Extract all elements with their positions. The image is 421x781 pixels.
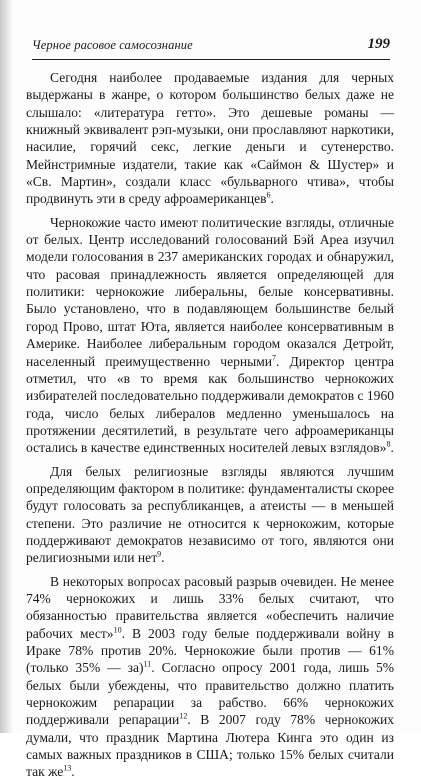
footnote-ref: 6 xyxy=(266,190,271,200)
running-head: Черное расовое самосознание xyxy=(32,38,193,52)
paragraph-3: Для белых религиозные взгляды являются лучшим определяющим фактором в политике: фундаменталисты скорее будут голосовать за республиканцев, а атеисты — в меньшей степени. Это различие не относится к чернокожим, которые поддерживают демократов независимо от того, являются они религиозными или нет$^9$. xyxy=(26,463,394,566)
body-text xyxy=(26,69,394,781)
paragraph-4: В некоторых вопросах расовый разрыв очевиден. Не менее 74% чернокожих и лишь 33% белых считают, что обязанностью правительства является «обеспечить наличие рабочих мест»$^{10}$. В 2003 году белые поддерживали войну в Ираке 78% против 20%. Чернокожие были против — 61% (только 35% — за)$^{11}$. Согласно опросу 2001 года, лишь 5% белых были убеждены, что правительство должно платить чернокожим репарации за рабство. 66% чернокожих поддерживали репарации$^{12}$. В 2007 году 78% чернокожих думали, что праздник Мартина Лютера Кинга это один из самых важных праздников в США; только 15% белых считали так $же^{13}$. xyxy=(26,573,395,780)
page-header xyxy=(32,38,390,56)
footnote-ref: 7 xyxy=(272,352,277,362)
footnote-ref: 9 xyxy=(157,549,162,559)
paragraph-1: Сегодня наиболее продаваемые издания для черных выдержаны в жанре, о котором большинство белых даже не слышало: «литература гетто». Это дешевые романы — книжный эквивалент рэп-музыки, они прославляют наркотики, насилие, горячий секс, легкие деньги и сутенерство. Мейнстримные издатели, такие как «Саймон & Шустер» и «Св. Мартин», создали класс «бульварного чтива», чтобы продвинуть эти в среду афроамериканцев$^6$. xyxy=(26,70,394,207)
footnote-ref: 8 xyxy=(386,439,391,449)
paragraph-2: Чернокожие часто имеют политические взгляды, отличные от белых. Центр исследований голосований Бэй Ареа изучил модели голосования в 237 американских городах и обнаружил, что расовая принадлежность является определяющей для политики: чернокожие либеральны, белые консервативны. Было установлено, что в подавляющем большинстве белый город Прово, штат Юта, является наиболее консервативным в Америке. Наиболее либеральным городом оказался Детройт, населенный преимущественно черными$^7$. Директор центра отметил, что «в то время как большинство чернокожих избирателей последовательно поддерживали демократов с 1960 года, число белых либералов медленно уменьшалось на протяжении десятилетий, в результате чего афроамериканцы остались в качестве единственных носителей левых взглядов»$^8$. xyxy=(26,214,394,456)
footnote-ref: 10 xyxy=(113,625,122,635)
binding-shadow xyxy=(0,0,14,733)
footnote-ref: 11 xyxy=(143,659,152,669)
footnote-ref: 13 xyxy=(63,763,72,773)
header-rule xyxy=(32,59,390,60)
footnote-ref: 12 xyxy=(179,711,188,721)
page-number: 199 xyxy=(367,36,390,52)
